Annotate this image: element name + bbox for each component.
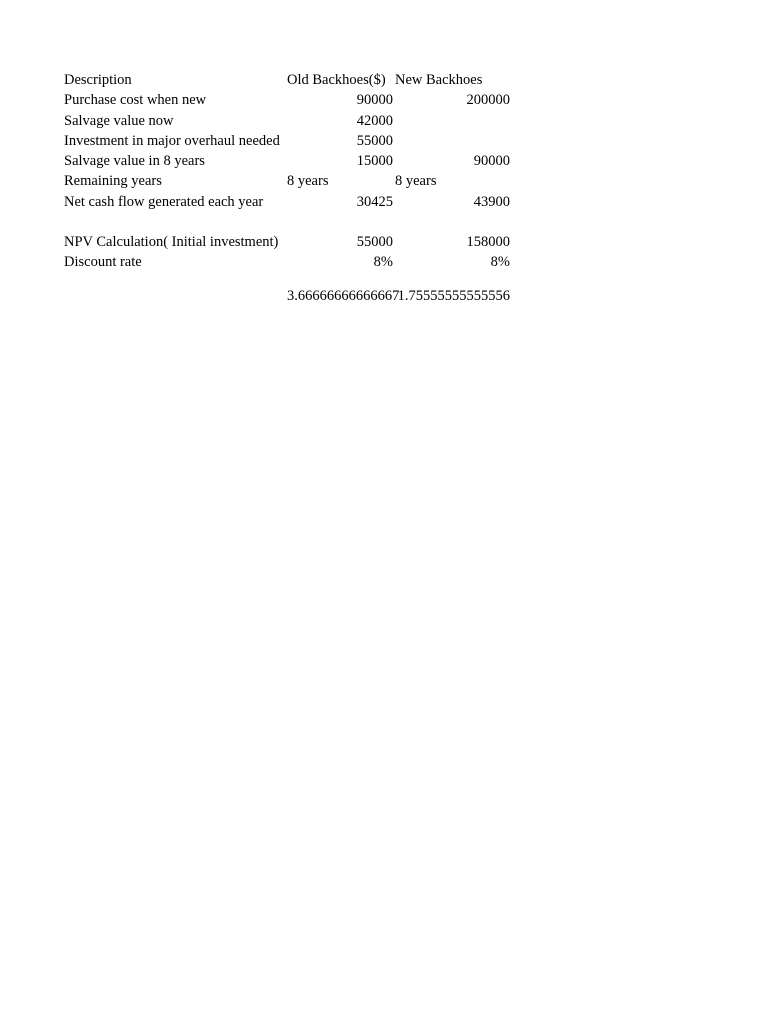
label-salvage-now[interactable]: Salvage value now (64, 112, 174, 129)
new-result-value[interactable]: 1.75555555555556 (397, 287, 510, 304)
old-salvage-now[interactable]: 42000 (356, 112, 393, 129)
old-purchase-cost[interactable]: 90000 (356, 92, 393, 109)
header-new-backhoes[interactable]: New Backhoes (395, 72, 483, 88)
label-discount-rate[interactable]: Discount rate (64, 254, 142, 271)
old-remaining-years[interactable]: 8 years (287, 173, 329, 190)
old-overhaul[interactable]: 55000 (356, 132, 393, 149)
label-salvage-8-years[interactable]: Salvage value in 8 years (64, 153, 205, 170)
label-purchase-cost[interactable]: Purchase cost when new (64, 92, 207, 109)
row-net-cash-flow (64, 192, 524, 212)
old-salvage-8-years[interactable]: 15000 (356, 153, 393, 170)
row-remaining-years (64, 171, 524, 191)
old-result-value[interactable]: 3.66666666666667 (287, 287, 400, 304)
label-net-cash-flow[interactable]: Net cash flow generated each year (64, 193, 264, 210)
new-purchase-cost[interactable]: 200000 (466, 92, 510, 109)
new-salvage-8-years[interactable]: 90000 (473, 153, 510, 170)
old-net-cash-flow[interactable]: 30425 (356, 193, 393, 210)
header-row (64, 70, 524, 90)
new-net-cash-flow[interactable]: 43900 (473, 193, 510, 210)
old-npv-calculation[interactable]: 55000 (356, 234, 393, 251)
header-description[interactable]: Description (64, 72, 132, 88)
row-purchase-cost (64, 90, 524, 110)
spreadsheet (64, 70, 524, 306)
row-discount-rate (64, 252, 524, 272)
row-overhaul (64, 131, 524, 151)
header-old-backhoes[interactable]: Old Backhoes($) (287, 72, 386, 88)
new-discount-rate[interactable]: 8% (490, 254, 510, 271)
old-discount-rate[interactable]: 8% (373, 254, 393, 271)
new-npv-calculation[interactable]: 158000 (466, 234, 510, 251)
row-results (64, 286, 524, 306)
row-npv-calculation (64, 232, 524, 252)
new-remaining-years[interactable]: 8 years (395, 173, 437, 190)
label-npv-calculation[interactable]: NPV Calculation( Initial investment) (64, 234, 279, 251)
label-remaining-years[interactable]: Remaining years (64, 173, 162, 190)
row-salvage-now (64, 111, 524, 131)
row-salvage-8-years (64, 151, 524, 171)
label-overhaul[interactable]: Investment in major overhaul needed (64, 132, 280, 149)
